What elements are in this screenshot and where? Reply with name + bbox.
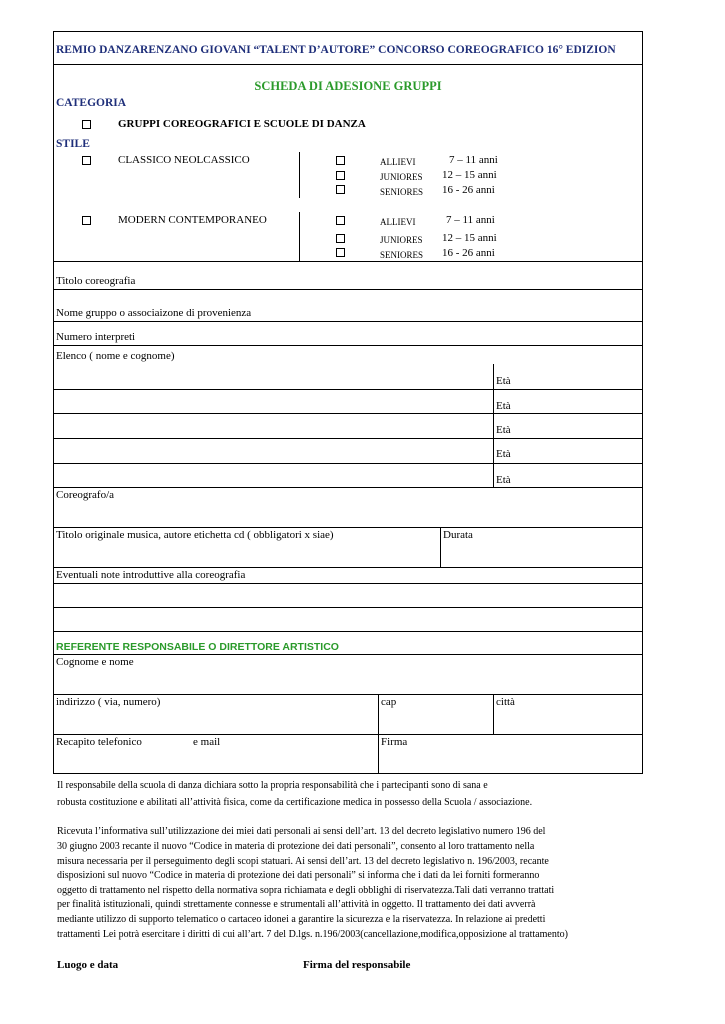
divider: [53, 389, 643, 390]
luogo-data-label: Luogo e data: [57, 959, 119, 971]
recapito-label: Recapito telefonico: [56, 736, 142, 748]
divider: [53, 64, 643, 65]
coreografo-label: Coreografo/a: [56, 489, 115, 501]
categoria-option: GRUPPI COREOGRAFICI E SCUOLE DI DANZA: [118, 118, 366, 130]
citta-label: città: [496, 696, 515, 708]
checkbox-modern-allievi[interactable]: [336, 216, 345, 225]
divider: [53, 261, 643, 262]
level-age: 12 – 15 anni: [442, 169, 497, 181]
divider: [53, 631, 643, 632]
privacy-line: misura necessaria per il perseguimento degli scopi statuari. Ai sensi dell’art. 13 del decreto legislativo n. 196/2003, recante: [57, 856, 549, 867]
checkbox-classico-seniores[interactable]: [336, 185, 345, 194]
cognome-nome-label: Cognome e nome: [56, 656, 134, 668]
numero-interpreti-label: Numero interpreti: [56, 331, 136, 343]
level-age: 16 - 26 anni: [442, 247, 495, 259]
categoria-label: CATEGORIA: [56, 97, 127, 109]
eta-label: Età: [496, 448, 511, 460]
durata-label: Durata: [443, 529, 473, 541]
divider: [299, 152, 300, 198]
checkbox-modern[interactable]: [82, 216, 91, 225]
style-name: CLASSICO NEOLCASSICO: [118, 154, 250, 166]
eta-label: Età: [496, 400, 511, 412]
eta-label: Età: [496, 375, 511, 387]
privacy-line: 30 giugno 2003 recante il nuovo “Codice in materia di protezione dei dati personali”, consento al loro trattamento nella: [57, 841, 535, 852]
level-name: SENIORES: [380, 187, 424, 197]
privacy-line: trattamenti Lei potrà esercitare i diritti di cui all’art. 7 del D.lgs. n.196/2003(cancellazione,modifica,opposizione al trattamento): [57, 929, 568, 940]
level-name: JUNIORES: [380, 172, 423, 182]
email-label: e mail: [193, 736, 221, 748]
divider: [53, 463, 643, 464]
level-name: ALLIEVI: [380, 217, 416, 227]
privacy-line: disposizioni sul nuovo “Codice in materia di protezione dei dati personali” si informa che i dati da lei forniti formeranno: [57, 870, 540, 881]
level-age: 7 – 11 anni: [449, 154, 498, 166]
divider: [440, 527, 441, 567]
divider: [53, 345, 643, 346]
divider: [299, 212, 300, 261]
declaration-line: robusta costituzione e abilitati all’attività fisica, come da certificazione medica in possesso della Scuola / associazione.: [57, 797, 533, 808]
divider: [53, 694, 643, 695]
divider: [53, 583, 643, 584]
eta-label: Età: [496, 424, 511, 436]
privacy-line: Ricevuta l’informativa sull’utilizzazione dei miei dati personali ai sensi dell’art. 13 del decreto legislativo numero 196 del: [57, 826, 546, 837]
divider: [53, 607, 643, 608]
checkbox-modern-juniores[interactable]: [336, 234, 345, 243]
checkbox-classico-juniores[interactable]: [336, 171, 345, 180]
firma-label: Firma: [381, 736, 408, 748]
declaration-line: Il responsabile della scuola di danza dichiara sotto la propria responsabilità che i partecipanti sono di sana e: [57, 780, 488, 791]
divider: [493, 694, 494, 734]
titolo-coreografia-label: Titolo coreografia: [56, 275, 136, 287]
privacy-line: per finalità istituzionali, quindi strettamente connesse e strumentali all’attività in oggetto. Il trattamento dei dati avverrà: [57, 899, 536, 910]
divider: [53, 567, 643, 568]
form-frame: [53, 31, 643, 774]
divider: [53, 321, 643, 322]
divider: [53, 654, 643, 655]
elenco-label: Elenco ( nome e cognome): [56, 350, 175, 362]
stile-label: STILE: [56, 138, 90, 150]
style-name: MODERN CONTEMPORANEO: [118, 214, 267, 226]
level-age: 12 – 15 anni: [442, 232, 497, 244]
level-name: ALLIEVI: [380, 157, 416, 167]
level-name: JUNIORES: [380, 235, 423, 245]
checkbox-gruppi[interactable]: [82, 120, 91, 129]
divider: [53, 438, 643, 439]
divider: [53, 527, 643, 528]
level-name: SENIORES: [380, 250, 424, 260]
indirizzo-label: indirizzo ( via, numero): [56, 696, 161, 708]
divider: [53, 734, 643, 735]
referente-heading: REFERENTE RESPONSABILE O DIRETTORE ARTISTICO: [56, 641, 339, 653]
privacy-line: mediante utilizzo di supporto telematico o cartaceo idonei a garantire la sicurezza e la riservatezza. In relazione ai predetti: [57, 914, 546, 925]
nome-gruppo-label: Nome gruppo o associaizone di provenienza: [56, 307, 252, 319]
divider: [53, 289, 643, 290]
form-subtitle: SCHEDA DI ADESIONE GRUPPI: [254, 79, 442, 93]
document-title: REMIO DANZARENZANO GIOVANI “TALENT D’AUTORE” CONCORSO COREOGRAFICO 16° EDIZION: [56, 44, 616, 56]
cap-label: cap: [381, 696, 397, 708]
checkbox-modern-seniores[interactable]: [336, 248, 345, 257]
eta-label: Età: [496, 474, 511, 486]
divider: [53, 487, 643, 488]
titolo-musica-label: Titolo originale musica, autore etichetta cd ( obbligatori x siae): [56, 529, 334, 541]
level-age: 7 – 11 anni: [446, 214, 495, 226]
privacy-line: oggetto di trattamento nel rispetto della normativa sopra richiamata e degli obblighi di riservatezza.Tali dati verranno trattati: [57, 885, 555, 896]
divider: [493, 364, 494, 488]
checkbox-classico-allievi[interactable]: [336, 156, 345, 165]
divider: [53, 413, 643, 414]
checkbox-classico[interactable]: [82, 156, 91, 165]
note-label: Eventuali note introduttive alla coreografia: [56, 569, 246, 581]
firma-responsabile-label: Firma del responsabile: [303, 959, 411, 971]
level-age: 16 - 26 anni: [442, 184, 495, 196]
